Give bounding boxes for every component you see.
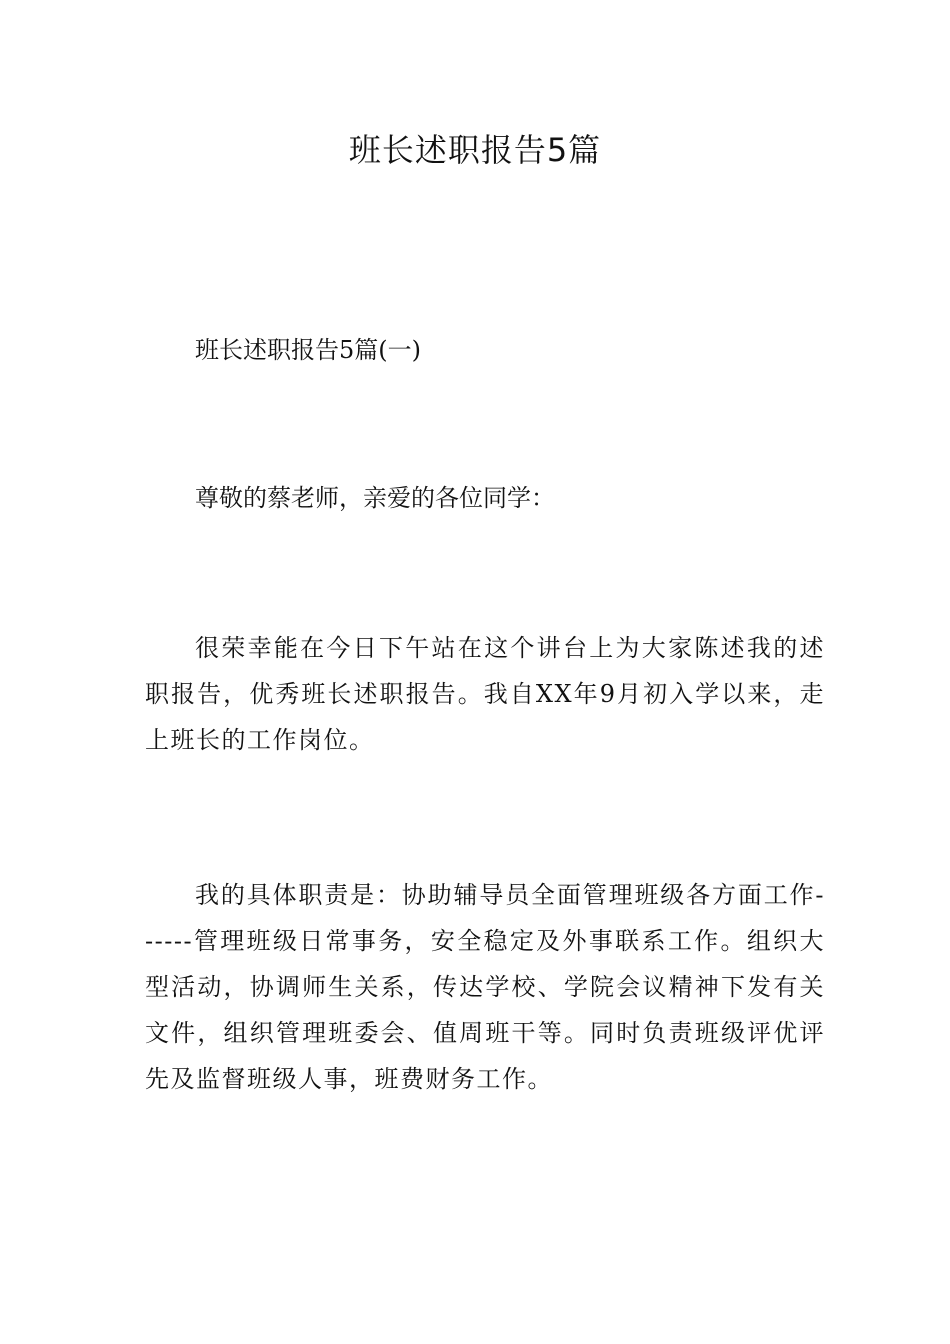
salutation: 尊敬的蔡老师，亲爱的各位同学：: [195, 484, 555, 512]
paragraph-2: 我的具体职责是：协助辅导员全面管理班级各方面工作------管理班级日常事务，安全稳定及外事联系工作。组织大型活动，协调师生关系，传达学校、学院会议精神下发有关文件，组织管理班委会、值周班干等。同时负责班级评优评先及监督班级人事，班费财务工作。: [145, 881, 825, 1093]
section-heading: 班长述职报告5篇(一): [195, 336, 421, 364]
paragraph-1: 很荣幸能在今日下午站在这个讲台上为大家陈述我的述职报告，优秀班长述职报告。我自XX年9月初入学以来，走上班长的工作岗位。: [145, 634, 825, 754]
document-title: 班长述职报告5篇: [348, 131, 602, 169]
